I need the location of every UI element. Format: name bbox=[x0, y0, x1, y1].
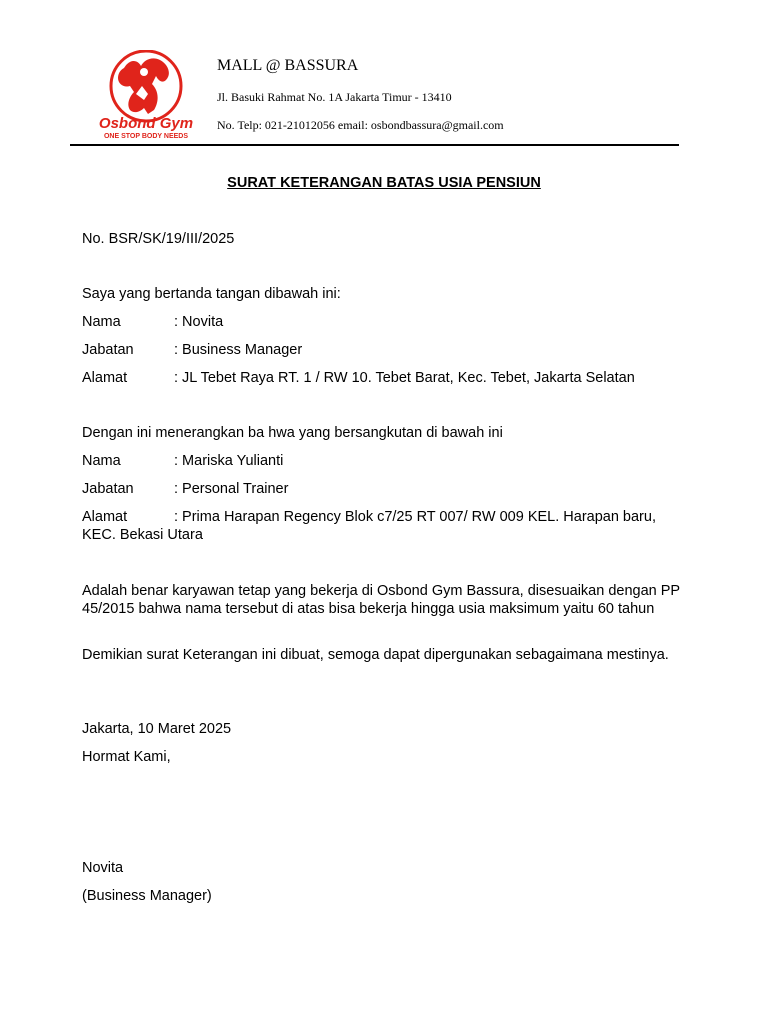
employee-address-label: Alamat bbox=[82, 509, 128, 525]
employee-address-value-line2: KEC. Bekasi Utara bbox=[82, 527, 203, 543]
signer-position-value: : Business Manager bbox=[174, 342, 303, 358]
signer-position-label: Jabatan bbox=[82, 342, 134, 358]
regards-text: Hormat Kami, bbox=[82, 749, 171, 765]
employee-position-label: Jabatan bbox=[82, 481, 134, 497]
signatory-title: (Business Manager) bbox=[82, 888, 212, 904]
document-number: No. BSR/SK/19/III/2025 bbox=[82, 231, 235, 247]
employee-name-label: Nama bbox=[82, 453, 121, 469]
logo-text: Osbond Gym bbox=[98, 115, 194, 132]
place-date: Jakarta, 10 Maret 2025 bbox=[82, 721, 232, 737]
letterhead-address: Jl. Basuki Rahmat No. 1A Jakarta Timur - 13410 bbox=[217, 90, 452, 104]
signatory-name: Novita bbox=[82, 860, 124, 876]
logo-tagline: ONE STOP BODY NEEDS bbox=[103, 133, 189, 140]
signer-address-label: Alamat bbox=[82, 370, 128, 386]
document-title: SURAT KETERANGAN BATAS USIA PENSIUN bbox=[227, 175, 541, 191]
signer-name-label: Nama bbox=[82, 314, 121, 330]
letterhead-divider bbox=[70, 144, 679, 146]
letterhead-location: MALL @ BASSURA bbox=[217, 57, 359, 74]
osbond-gym-logo bbox=[86, 50, 206, 140]
letterhead-contact: No. Telp: 021-21012056 email: osbondbassura@gmail.com bbox=[217, 118, 504, 132]
employee-position-value: : Personal Trainer bbox=[174, 481, 289, 497]
statement-text: Dengan ini menerangkan ba hwa yang bersangkutan di bawah ini bbox=[82, 425, 503, 441]
employee-address-value-line1: : Prima Harapan Regency Blok c7/25 RT 007/ RW 009 KEL. Harapan baru, bbox=[174, 509, 656, 525]
employee-name-value: : Mariska Yulianti bbox=[174, 453, 284, 469]
body-paragraph: Adalah benar karyawan tetap yang bekerja di Osbond Gym Bassura, disesuaikan dengan PP 45/2015 bahwa nama tersebut di atas bisa bekerja hingga usia maksimum yaitu 60 tahun bbox=[82, 583, 680, 617]
signer-name-value: : Novita bbox=[174, 314, 224, 330]
intro-text: Saya yang bertanda tangan dibawah ini: bbox=[82, 286, 341, 302]
closing-paragraph: Demikian surat Keterangan ini dibuat, semoga dapat dipergunakan sebagaimana mestinya. bbox=[82, 647, 669, 663]
signer-address-value: : JL Tebet Raya RT. 1 / RW 10. Tebet Barat, Kec. Tebet, Jakarta Selatan bbox=[174, 370, 635, 386]
